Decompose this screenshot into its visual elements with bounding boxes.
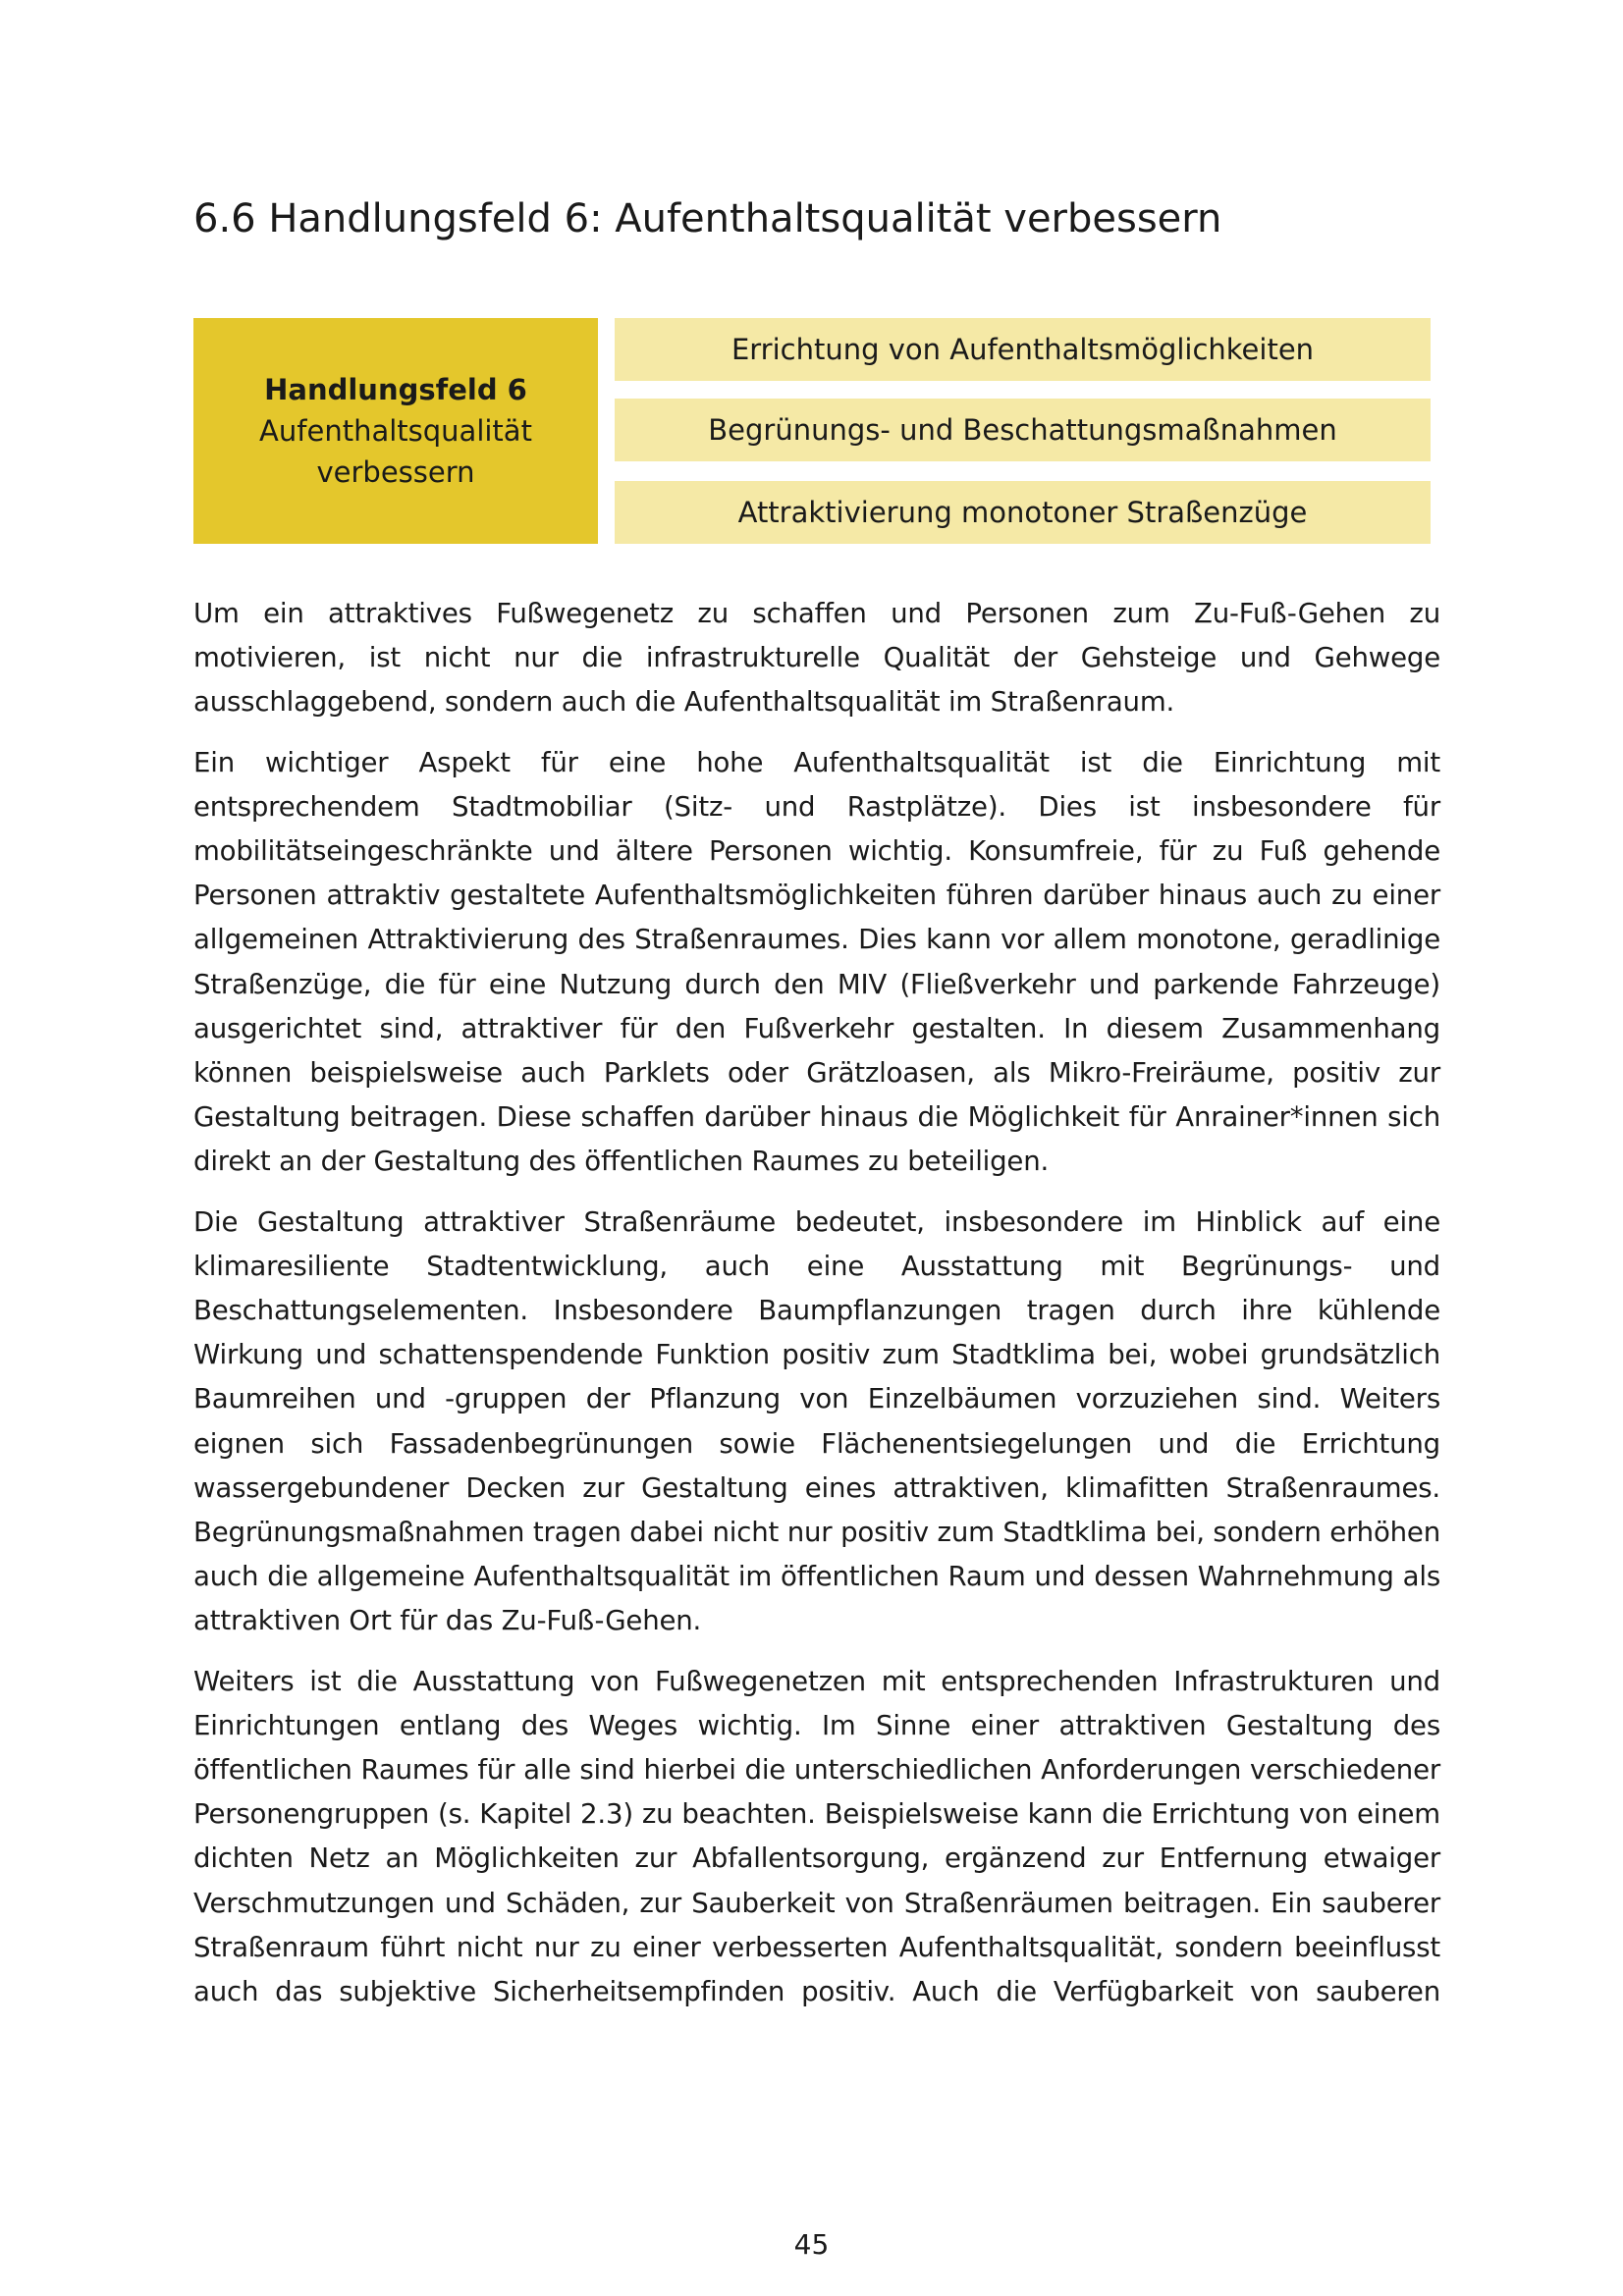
action-field-box bbox=[193, 318, 598, 544]
paragraph-4: Weiters ist die Ausstattung von Fußwegenetzen mit entsprechenden Infrastrukturen und Einrichtungen entlang des Weges wichtig. Im Sinne einer attraktiven Gestaltung des öffentlichen Raumes für alle sind hierbei die unterschiedlichen Anforderungen verschiedener Personengruppen (s. Kapitel 2.3) zu beachten. Beispielsweise kann die Errichtung von einem dichten Netz an Möglichkeiten zur Abfallentsorgung, ergänzend zur Entfernung etwaiger Verschmutzungen und Schäden, zur Sauberkeit von Straßenräumen beitragen. Ein sauberer Straßenraum führt nicht nur zu einer verbesserten Aufenthaltsqualität, sondern beeinflusst auch das subjektive Sicherheitsempfinden positiv. Auch die Verfügbarkeit von sauberen bbox=[193, 1664, 1440, 2008]
paragraph-2: Ein wichtiger Aspekt für eine hohe Aufenthaltsqualität ist die Einrichtung mit entsprechendem Stadtmobiliar (Sitz- und Rastplätze). Dies ist insbesondere für mobilitätseingeschränkte und ältere Personen wichtig. Konsumfreie, für zu Fuß gehende Personen attraktiv gestaltete Aufenthaltsmöglichkeiten führen darüber hinaus auch zu einer allgemeinen Attraktivierung des Straßenraumes. Dies kann vor allem monotone, geradlinige Straßenzüge, die für eine Nutzung durch den MIV (Fließverkehr und parkende Fahrzeuge) ausgerichtet sind, attraktiver für den Fußverkehr gestalten. In diesem Zusammenhang können beispielsweise auch Parklets oder Grätzloasen, als Mikro-Freiräume, positiv zur Gestaltung beitragen. Diese schaffen darüber hinaus die Möglichkeit für Anrainer*innen sich direkt an der Gestaltung des öffentlichen Raumes zu beteiligen. bbox=[193, 745, 1440, 1178]
page-number: 45 bbox=[793, 2228, 830, 2261]
measure-item-3: Attraktivierung monotoner Straßenzüge bbox=[615, 481, 1431, 544]
action-field-subtitle-line2: verbessern bbox=[316, 455, 475, 489]
paragraph-3: Die Gestaltung attraktiver Straßenräume bedeutet, insbesondere im Hinblick auf eine klimaresiliente Stadtentwicklung, auch eine Ausstattung mit Begrünungs- und Beschattungselementen. Insbesondere Baumpflanzungen tragen durch ihre kühlende Wirkung und schattenspendende Funktion positiv zum Stadtklima bei, wobei grundsätzlich Baumreihen und -gruppen der Pflanzung von Einzelbäumen vorzuziehen sind. Weiters eignen sich Fassadenbegrünungen sowie Flächenentsiegelungen und die Errichtung wassergebundener Decken zur Gestaltung eines attraktiven, klimafitten Straßenraumes. Begrünungsmaßnahmen tragen dabei nicht nur positiv zum Stadtklima bei, sondern erhöhen auch die allgemeine Aufenthaltsqualität im öffentlichen Raum und dessen Wahrnehmung als attraktiven Ort für das Zu-Fuß-Gehen. bbox=[193, 1204, 1440, 1637]
body-text bbox=[193, 591, 1440, 2013]
measure-item-1: Errichtung von Aufenthaltsmöglichkeiten bbox=[615, 318, 1431, 381]
paragraph-1: Um ein attraktives Fußwegenetz zu schaffen und Personen zum Zu-Fuß-Gehen zu motivieren, ist nicht nur die infrastrukturelle Qualität der Gehsteige und Gehwege ausschlaggebend, sondern auch die Aufenthaltsqualität im Straßenraum. bbox=[193, 597, 1440, 719]
action-field-subtitle-line1: Aufenthaltsqualität bbox=[259, 414, 532, 448]
section-heading: 6.6 Handlungsfeld 6: Aufenthaltsqualität verbessern bbox=[193, 196, 1222, 241]
measure-item-2: Begrünungs- und Beschattungsmaßnahmen bbox=[615, 399, 1431, 461]
action-field-title: Handlungsfeld 6 bbox=[264, 373, 527, 406]
